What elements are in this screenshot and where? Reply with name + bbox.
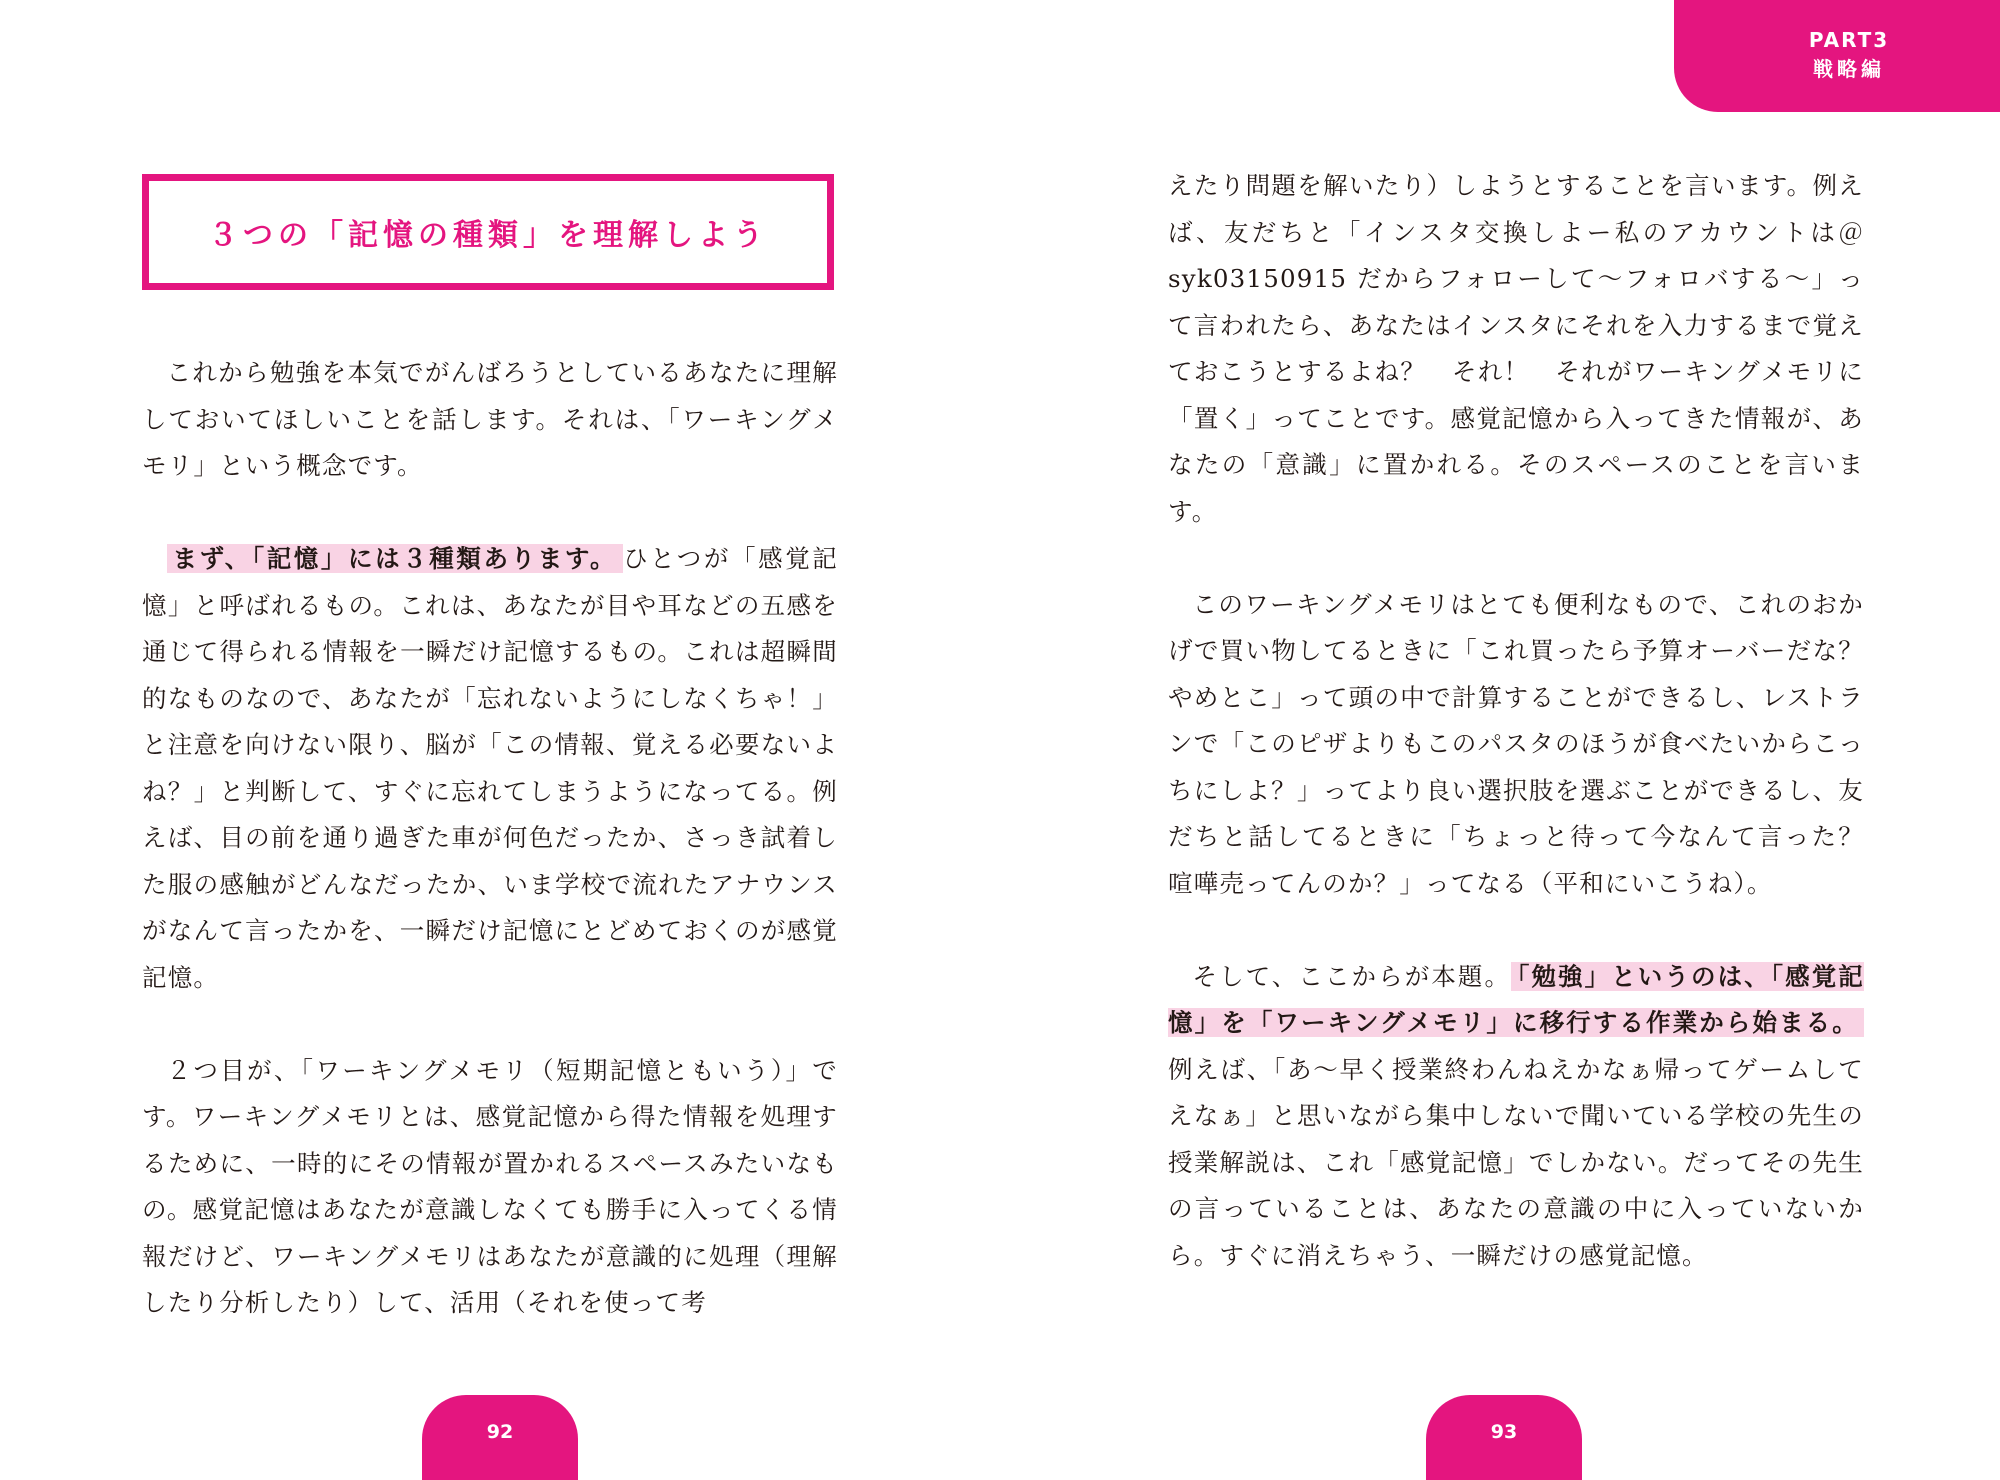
paragraph-gap	[1168, 535, 1864, 582]
right-paragraph-3-lead: そして、ここからが本題。	[1192, 961, 1512, 991]
paragraph-gap	[1168, 907, 1864, 954]
left-paragraph-3: ２つ目が、「ワーキングメモリ（短期記憶ともいう）」です。ワーキングメモリとは、感覚記憶から得た情報を処理するために、一時的にその情報が置かれるスペースみたいなもの。感覚記憶はあなたが意識しなくても勝手に入ってくる情報だけど、ワーキングメモリはあなたが意識的に処理（理解したり分析したり）して、活用（それを使って考	[142, 1055, 838, 1317]
left-paragraph-2-rest: ひとつが「感覚記憶」と呼ばれるもの。これは、あなたが目や耳などの五感を通じて得られる情報を一瞬だけ記憶するもの。これは超瞬間的なものなので、あなたが「忘れないようにしなくちゃ！」と注意を向けない限り、脳が「この情報、覚える必要ないよね？」と判断して、すぐに忘れてしまうようになってる。例えば、目の前を通り過ぎた車が何色だったか、さっき試着した服の感触がどんなだったか、いま学校で流れたアナウンスがなんて言ったかを、一瞬だけ記憶にとどめておくのが感覚記憶。	[142, 544, 839, 992]
right-paragraph-3	[1168, 954, 1864, 1280]
right-paragraph-1: えたり問題を解いたり）しようとすることを言います。例えば、友だちと「インスタ交換しよー私のアカウントは＠ syk03150915 だからフォローして〜フォロバする〜」って言われたら、あなたはインスタにそれを入力するまで覚えておこうとするよね？ それ！ それがワーキングメモリに「置く」ってことです。感覚記憶から入ってきた情報が、あなたの「意識」に置かれる。そのスペースのことを言います。	[1168, 171, 1864, 526]
part-number: PART3	[1808, 28, 1890, 52]
page-number-tab-right	[1426, 1395, 1582, 1480]
paragraph-gap	[142, 1001, 838, 1048]
page-number: 93	[1490, 1421, 1518, 1443]
right-paragraph-2: このワーキングメモリはとても便利なもので、これのおかげで買い物してるときに「これ買ったら予算オーバーだな？ やめとこ」って頭の中で計算することができるし、レストランで「このピザよりもこのパスタのほうが食べたいからこっちにしよ？」ってより良い選択肢を選ぶことができるし、友だちと話してるときに「ちょっと待って今なんて言った？ 喧嘩売ってんのか？」ってなる（平和にいこうね）。	[1168, 589, 1890, 898]
paragraph-gap	[142, 490, 838, 537]
right-body-text	[1168, 163, 1890, 1279]
section-heading: ３つの「記憶の種類」を理解しよう	[208, 218, 768, 253]
right-paragraph-3-rest: 例えば、「あ〜早く授業終わんねえかなぁ帰ってゲームしてえなぁ」と思いながら集中しないで聞いている学校の先生の授業解説は、これ「感覚記憶」でしかない。だってその先生の言っていることは、あなたの意識の中に入っていないから。すぐに消えちゃう、一瞬だけの感覚記憶。	[1168, 1054, 1864, 1270]
page-number: 92	[486, 1421, 514, 1443]
part-name: 戦略編	[1813, 57, 1885, 81]
left-body-text	[142, 350, 838, 1327]
left-paragraph-2	[142, 536, 838, 1001]
highlighted-phrase: まず、「記憶」には３種類あります。	[167, 544, 624, 573]
right-page	[1000, 0, 2000, 1480]
left-paragraph-1: これから勉強を本気でがんばろうとしているあなたに理解しておいてほしいことを話します。それは、「ワーキングメモリ」という概念です。	[142, 358, 838, 480]
highlighted-phrase: 「勉強」というのは、「感覚記憶」を「ワーキングメモリ」に移行する作業から始まる。	[1168, 961, 1864, 1037]
page-number-tab-left	[422, 1395, 578, 1480]
section-heading-box	[142, 174, 834, 290]
part-tab	[1674, 0, 2000, 112]
